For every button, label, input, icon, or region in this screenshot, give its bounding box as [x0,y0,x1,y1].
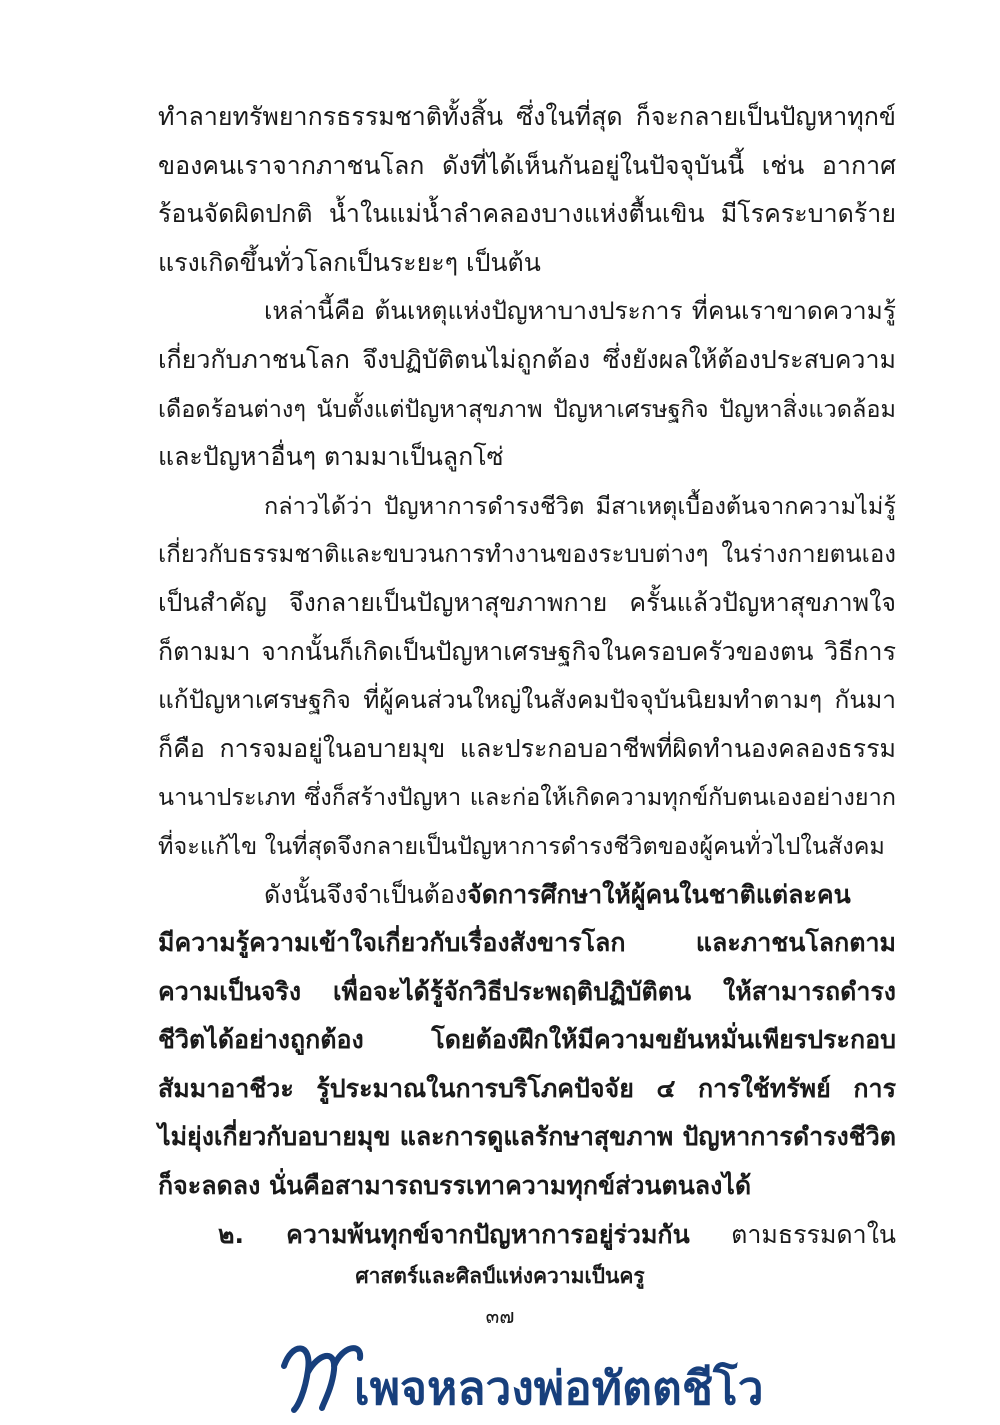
text-normal: ดังนั้นจึงจำเป็นต้อง [264,879,468,909]
text-line: เกี่ยวกับธรรมชาติและขบวนการทำงานของระบบต่างๆ ในร่างกายตนเอง [158,540,896,569]
text-line: ก็ตามมา จากนั้นก็เกิดเป็นปัญหาเศรษฐกิจในครอบครัวของตน วิธีการ [158,636,896,666]
section-heading-line [158,1211,896,1260]
text-line: แก้ปัญหาเศรษฐกิจ ที่ผู้คนส่วนใหญ่ในสังคมปัจจุบันนิยมทำตามๆ กันมา [158,685,896,715]
text-line: และปัญหาอื่นๆ ตามมาเป็นลูกโซ่ [158,442,504,472]
text-line: เดือดร้อนต่างๆ นับตั้งแต่ปัญหาสุขภาพ ปัญหาเศรษฐกิจ ปัญหาสิ่งแวดล้อม [158,394,896,423]
page-number: ๓๗ [485,1304,515,1328]
text-line: ก็จะลดลง นั่นคือสามารถบรรเทาความทุกข์ส่วนตนลงได้ [158,1171,752,1201]
text-normal: ตามธรรมดาใน [731,1219,896,1249]
text-line: มีความรู้ความเข้าใจเกี่ยวกับเรื่องสังขารโลก และภาชนโลกตาม [158,928,896,958]
text-line: เป็นสำคัญ จึงกลายเป็นปัญหาสุขภาพกาย ครั้นแล้วปัญหาสุขภาพใจ [158,587,896,617]
text-line: ความเป็นจริง เพื่อจะได้รู้จักวิธีประพฤติปฏิบัติตน ให้สามารถดำรง [158,976,896,1006]
brand-logo [278,1336,764,1416]
brand-text: เพจหลวงพ่อทัตตชีโว [354,1361,764,1415]
text-line: แรงเกิดขึ้นทั่วโลกเป็นระยะๆ เป็นต้น [158,247,541,277]
text-line: เหล่านี้คือ ต้นเหตุแห่งปัญหาบางประการ ที่คนเราขาดความรู้ [264,296,896,326]
text-line [158,871,896,920]
body-text [158,93,896,1259]
text-line: เกี่ยวกับภาชนโลก จึงปฏิบัติตนไม่ถูกต้อง ซึ่งยังผลให้ต้องประสบความ [158,344,896,374]
text-line: ชีวิตได้อย่างถูกต้อง โดยต้องฝึกให้มีความขยันหมั่นเพียรประกอบ [158,1025,896,1055]
footer-title: ศาสตร์และศิลป์แห่งความเป็นครู [355,1264,645,1288]
text-line: กล่าวได้ว่า ปัญหาการดำรงชีวิต มีสาเหตุเบื้องต้นจากความไม่รู้ [264,491,896,520]
text-line: ที่จะแก้ไข ในที่สุดจึงกลายเป็นปัญหาการดำรงชีวิตของผู้คนทั่วไปในสังคม [158,831,885,860]
text-line: สัมมาอาชีวะ รู้ประมาณในการบริโภคปัจจัย ๔ การใช้ทรัพย์ การ [158,1073,896,1103]
text-line: ร้อนจัดผิดปกติ น้ำในแม่น้ำลำคลองบางแห่งตื้นเขิน มีโรคระบาดร้าย [158,199,896,229]
text-bold: จัดการศึกษาให้ผู้คนในชาติแต่ละคน [467,879,851,909]
text-line: ก็คือ การจมอยู่ในอบายมุข และประกอบอาชีพที่ผิดทำนองคลองธรรม [158,733,896,763]
text-line: ทำลายทรัพยากรธรรมชาติทั้งสิ้น ซึ่งในที่สุด ก็จะกลายเป็นปัญหาทุกข์ [158,102,896,131]
text-line: ไม่ยุ่งเกี่ยวกับอบายมุข และการดูแลรักษาสุขภาพ ปัญหาการดำรงชีวิต [158,1122,896,1152]
section-heading: ๒. ความพ้นทุกข์จากปัญหาการอยู่ร่วมกัน [218,1219,690,1249]
text-line: ของคนเราจากภาชนโลก ดังที่ได้เห็นกันอยู่ในปัจจุบันนี้ เช่น อากาศ [158,150,896,180]
text-line: นานาประเภท ซึ่งก็สร้างปัญหา และก่อให้เกิดความทุกข์กับตนเองอย่างยาก [158,783,896,812]
